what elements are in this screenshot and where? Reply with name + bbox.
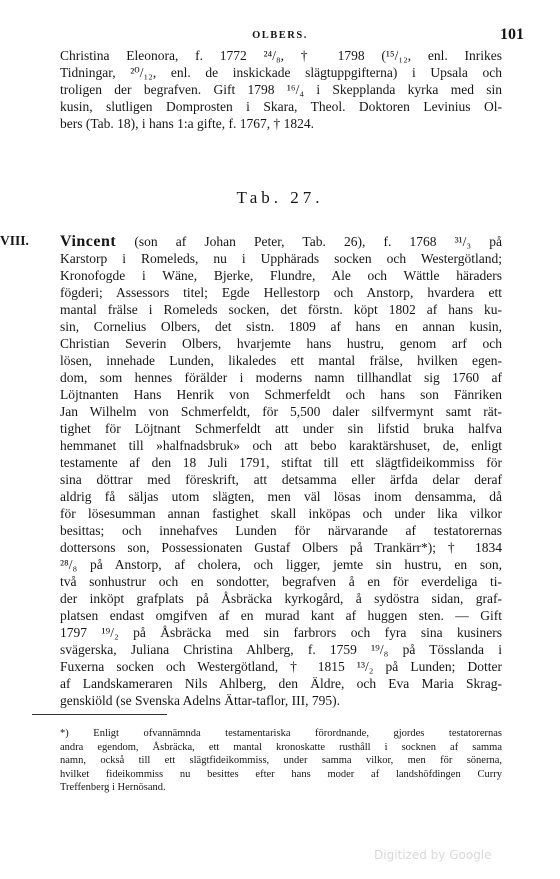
generation-number: VIII.: [0, 233, 29, 248]
text-line: Christina Eleonora, f. 1772 ²⁴/₈, † 1798 (¹⁵/₁₂, enl. Inrikes: [60, 48, 502, 63]
person-name: Vincent: [60, 233, 117, 250]
paragraph-continuation: [60, 47, 502, 132]
footnote-line: namn, också till ett slägtfideikommiss, under samma vilkor, men för sönerna,: [60, 755, 502, 766]
text-line: Löjtnanten Hans Henrik von Schmerfeldt och hans son Fänriken: [60, 387, 502, 402]
text-line: Christian Severin Olbers, hvarjemte hans hustru, genom arf och: [60, 336, 502, 351]
text-line: platsen endast omgifven af en murad kant af huggen sten. — Gift: [60, 608, 502, 623]
text-line: lösen, innehade Lunden, likaledes ett mantal frälse, hvilken egen-: [60, 353, 502, 368]
text-line: Tidningar, ²⁰/₁₂, enl. de inskickade slägtuppgifterna) i Upsala och: [60, 65, 502, 80]
text-line: fögderi; Assessors titel; Egde Hellestorp och Anstorp, hvardera ett: [60, 285, 502, 300]
text-line: troligen der begrafven. Gift 1798 ¹⁶/₄ i Skepplanda kyrka med sin: [60, 82, 502, 97]
running-head: [0, 26, 560, 46]
footnote-line: Treffenberg i Hernösand.: [60, 782, 166, 793]
entry-paragraph: [60, 233, 502, 709]
text-line: Kronofogde i Wäne, Bjerke, Flundre, Ale och Wättle häraders: [60, 268, 502, 283]
text-line: 1797 ¹⁹/₂ på Åsbräcka med sin farbrors och fyra sina kusiners: [60, 625, 502, 640]
page-number: 101: [500, 26, 524, 43]
text-line: sina döttrar med föreskrift, att detsamma eller ärfda delar deraf: [60, 472, 502, 487]
text-line: dom, som hennes förälder i moderns namn tillhandlat sig 1760 af: [60, 370, 502, 385]
text-line: aldrig få säljas utom slägten, men väl lösas inom densamma, då: [60, 489, 502, 504]
text-line: der inköpt grafplats på Åsbräcka kyrkogård, å sydöstra sidan, graf-: [60, 591, 502, 606]
text-line: mantal frälse i Romeleds socken, det förstn. köpt 1802 af hans ku-: [60, 302, 502, 317]
text-line: två sonhustrur och en sondotter, begrafven å en för everdeliga ti-: [60, 574, 502, 589]
text-line: genskiöld (se Svenska Adelns Ättar-taflor, III, 795).: [60, 693, 340, 708]
text-line: dottersons son, Possessionaten Gustaf Olbers på Trankärr*); † 1834: [60, 540, 502, 555]
text-line: Karstorp i Romeleds, nu i Upphärads socken och Westergötland;: [60, 251, 502, 266]
footnote: [60, 727, 502, 795]
running-title: OLBERS.: [252, 30, 308, 41]
footnote-rule: [32, 714, 167, 715]
text-line: hemmanet till »halfnadsbruk» och att bebo karaktärshuset, de, enligt: [60, 438, 502, 453]
digitization-watermark: Digitized by Google: [374, 848, 492, 862]
text-line: sin, Cornelius Olbers, det sistn. 1809 af hans en annan kusin,: [60, 319, 502, 334]
footnote-line: *) Enligt ofvannämnda testamentariska förordnande, gjordes testatorernas: [60, 728, 502, 739]
text-line: ²⁸/₈ på Anstorp, af cholera, och ligger, jemte sin hustru, en son,: [60, 557, 502, 572]
text-line: testamente af den 18 Juli 1791, stiftat till ett slägtfideikommiss för: [60, 455, 502, 470]
text-line: svägerska, Juliana Christina Ahlberg, f. 1759 ¹⁹/₈ på Tösslanda i: [60, 642, 502, 657]
entry-first-line: [60, 233, 502, 250]
text-line: Fuxerna socken och Westergötland, † 1815 ¹³/₂ på Lunden; Dotter: [60, 659, 502, 674]
text-line: kusin, slutligen Domprosten i Skara, Theol. Doktoren Levinius Ol-: [60, 99, 502, 114]
footnote-line: hvilket fideikommiss nu besittes efter hans moder af landshöfdingen Curry: [60, 768, 502, 780]
text-line: besittas; och innehafves Lunden för närvarande af testatorernas: [60, 523, 502, 538]
text-line: för lösesumman annan fastighet skall inköpas och under lika vilkor: [60, 506, 502, 521]
text-line: bers (Tab. 18), i hans 1:a gifte, f. 1767, † 1824.: [60, 116, 315, 131]
section-heading: Tab. 27.: [236, 188, 324, 207]
text-line: af Landskameraren Nils Ahlberg, den Äldre, och Eva Maria Skrag-: [60, 676, 502, 691]
text-line: Jan Wilhelm von Schmerfeldt, för 5,500 daler silfvermynt samt rät-: [60, 404, 502, 419]
entry-first-line-text: (son af Johan Peter, Tab. 26), f. 1768 ³¹/₃ på: [116, 234, 502, 249]
text-line: tighet för Löjtnant Schmerfeldt att under sin lifstid bruka halfva: [60, 421, 502, 436]
footnote-line: andra egendom, Åsbräcka, ett mantal kronoskatte rusthåll i socknen af samma: [60, 741, 502, 753]
